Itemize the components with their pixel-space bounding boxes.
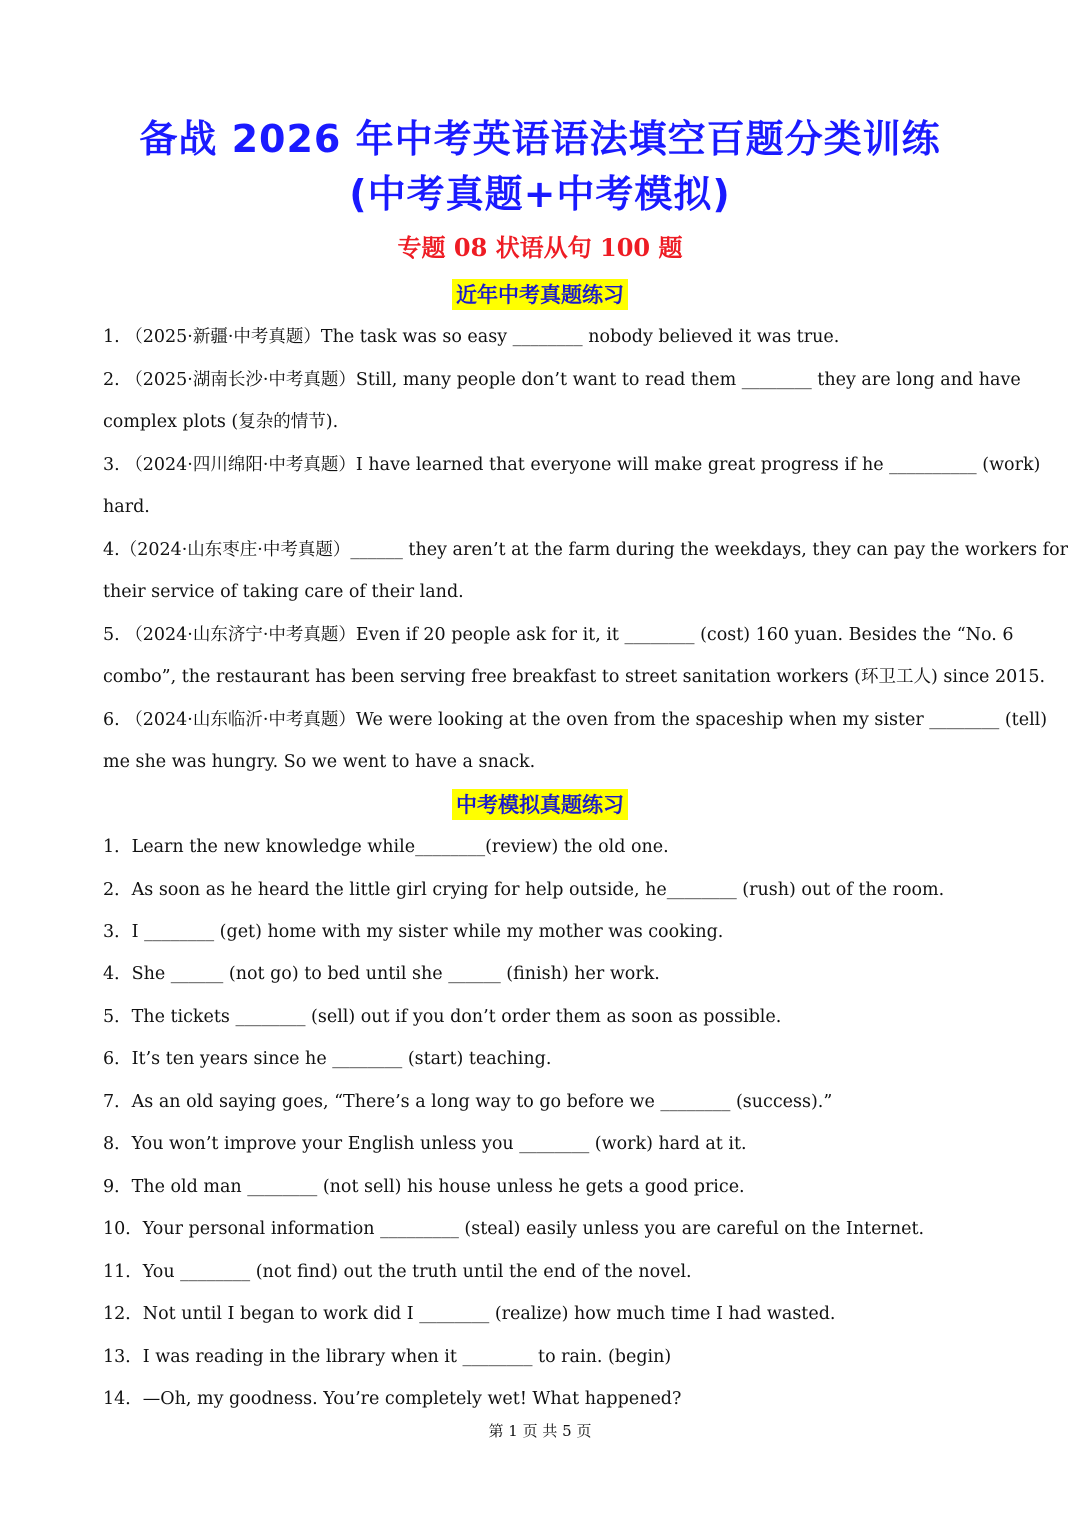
- question-text: combo”, the restaurant has been serving free breakfast to street sanitation workers (环卫工人) since 2015.: [103, 667, 1046, 687]
- document-title-sub: (中考真题+中考模拟): [349, 172, 731, 216]
- question-text: 4.（2024·山东枣庄·中考真题）______ they aren’t at the farm during the weekdays, they can pay the workers for: [103, 540, 1069, 560]
- question-text: 7．As an old saying goes, “There’s a long way to go before we ________ (success).”: [103, 1092, 833, 1112]
- document-title: 备战 2026 年中考英语语法填空百题分类训练: [139, 117, 941, 161]
- question-text: 13．I was reading in the library when it ________ to rain. (begin): [103, 1347, 672, 1367]
- question-text: me she was hungry. So we went to have a snack.: [103, 752, 536, 772]
- question-text: 6. （2024·山东临沂·中考真题）We were looking at the oven from the spaceship when my sister ________ (tell): [103, 710, 1048, 730]
- question-text: 3．I ________ (get) home with my sister while my mother was cooking.: [103, 922, 724, 942]
- question-text: hard.: [103, 497, 150, 517]
- question-text: 5．The tickets ________ (sell) out if you don’t order them as soon as possible.: [103, 1007, 782, 1027]
- question-text: 4．She ______ (not go) to bed until she ______ (finish) her work.: [103, 964, 660, 984]
- question-text: 9．The old man ________ (not sell) his house unless he gets a good price.: [103, 1177, 745, 1197]
- question-text: 14．—Oh, my goodness. You’re completely wet! What happened?: [103, 1389, 682, 1409]
- question-text: 2. （2025·湖南长沙·中考真题）Still, many people don’t want to read them ________ they are long and have: [103, 370, 1021, 390]
- question-text: 12．Not until I began to work did I ________ (realize) how much time I had wasted.: [103, 1304, 836, 1324]
- topic-subtitle: 专题 08 状语从句 100 题: [397, 233, 683, 262]
- question-text: complex plots (复杂的情节).: [103, 412, 339, 432]
- page-number: 第 1 页 共 5 页: [488, 1422, 592, 1440]
- question-text: 5. （2024·山东济宁·中考真题）Even if 20 people ask for it, it ________ (cost) 160 yuan. Besides the “No. 6: [103, 625, 1014, 645]
- section-heading-real-exam: 近年中考真题练习: [0, 279, 1080, 309]
- question-text: 2．As soon as he heard the little girl crying for help outside, he________ (rush) out of the room.: [103, 880, 945, 900]
- question-text: 1. （2025·新疆·中考真题）The task was so easy ________ nobody believed it was true.: [103, 327, 840, 347]
- question-text: 6．It’s ten years since he ________ (start) teaching.: [103, 1049, 552, 1069]
- section-heading-mock-exam: 中考模拟真题练习: [0, 789, 1080, 819]
- question-text: 3. （2024·四川绵阳·中考真题）I have learned that everyone will make great progress if he __________ (work): [103, 455, 1041, 475]
- question-text: 11．You ________ (not find) out the truth until the end of the novel.: [103, 1262, 692, 1282]
- question-text: their service of taking care of their land.: [103, 582, 464, 602]
- question-text: 10．Your personal information _________ (steal) easily unless you are careful on the Internet.: [103, 1219, 925, 1239]
- question-text: 1．Learn the new knowledge while________(review) the old one.: [103, 837, 669, 857]
- question-text: 8．You won’t improve your English unless you ________ (work) hard at it.: [103, 1134, 747, 1154]
